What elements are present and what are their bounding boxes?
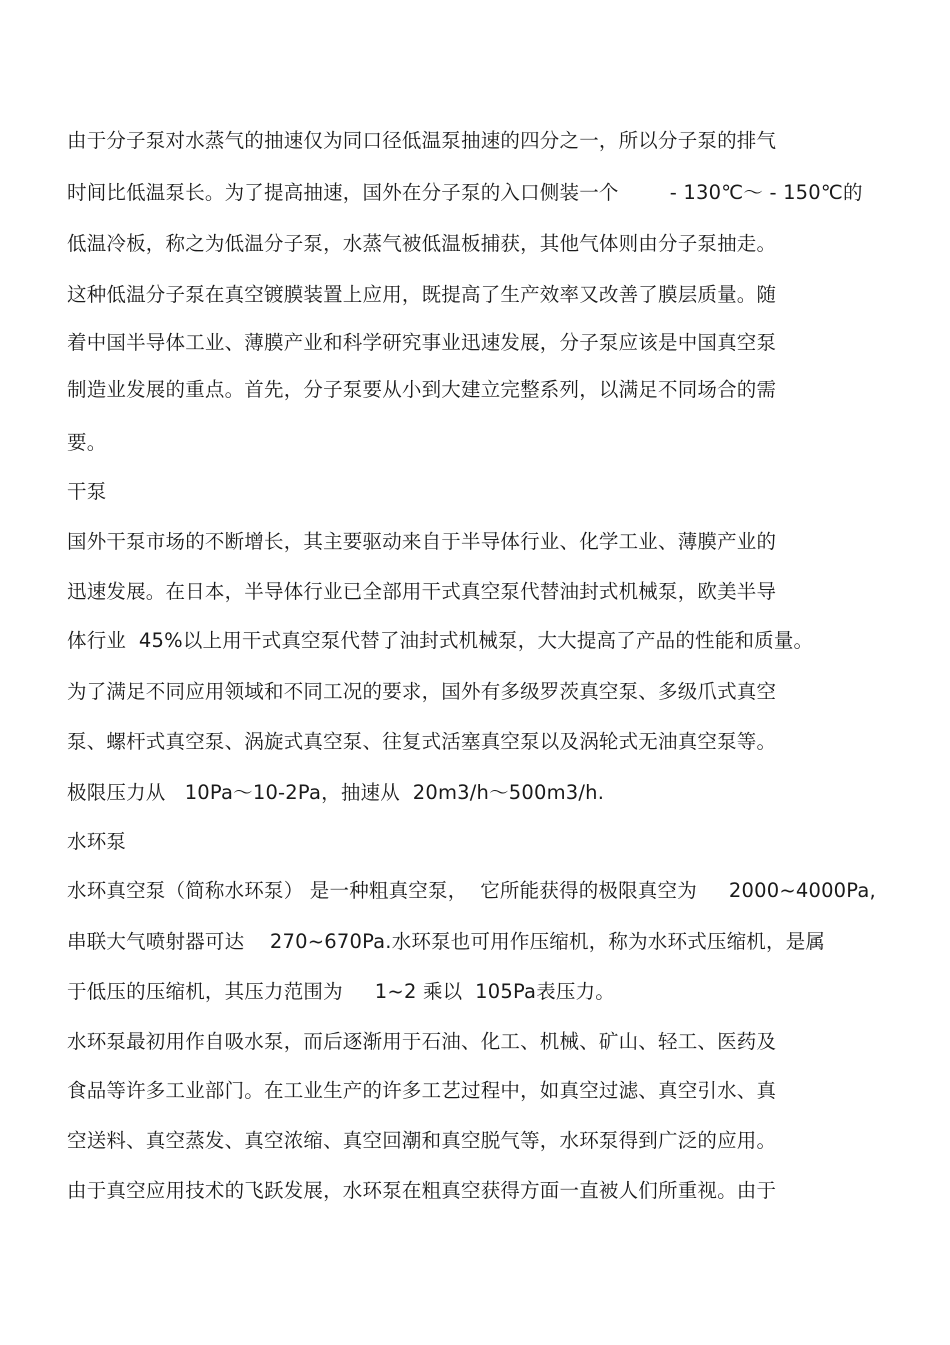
- paragraph-line: 食品等许多工业部门。在工业生产的许多工艺过程中，如真空过滤、真空引水、真: [67, 1079, 777, 1102]
- paragraph-line: 由于真空应用技术的飞跃发展，水环泵在粗真空获得方面一直被人们所重视。由于: [67, 1179, 777, 1202]
- paragraph-line: 迅速发展。在日本，半导体行业已全部用干式真空泵代替油封式机械泵，欧美半导: [67, 580, 777, 603]
- paragraph-line: 空送料、真空蒸发、真空浓缩、真空回潮和真空脱气等，水环泵得到广泛的应用。: [67, 1129, 777, 1152]
- section-heading: 干泵: [67, 480, 107, 503]
- paragraph-line: 着中国半导体工业、薄膜产业和科学研究事业迅速发展，分子泵应该是中国真空泵: [67, 331, 777, 354]
- paragraph-line: 由于分子泵对水蒸气的抽速仅为同口径低温泵抽速的四分之一，所以分子泵的排气: [67, 129, 777, 152]
- paragraph-line: 极限压力从 10Pa～10-2Pa，抽速从 20m3/h～500m3/h.: [67, 781, 605, 804]
- paragraph-line: 水环泵最初用作自吸水泵，而后逐渐用于石油、化工、机械、矿山、轻工、医药及: [67, 1030, 777, 1053]
- paragraph-line: 为了满足不同应用领域和不同工况的要求，国外有多级罗茨真空泵、多级爪式真空: [67, 680, 777, 703]
- paragraph-line: 要。: [67, 431, 107, 454]
- paragraph-line: 国外干泵市场的不断增长，其主要驱动来自于半导体行业、化学工业、薄膜产业的: [67, 530, 777, 553]
- paragraph-line: 低温冷板，称之为低温分子泵，水蒸气被低温板捕获，其他气体则由分子泵抽走。: [67, 232, 777, 255]
- paragraph-line: 制造业发展的重点。首先，分子泵要从小到大建立完整系列，以满足不同场合的需: [67, 378, 777, 401]
- paragraph-line: 这种低温分子泵在真空镀膜装置上应用，既提高了生产效率又改善了膜层质量。随: [67, 283, 777, 306]
- paragraph-line: 体行业 45%以上用干式真空泵代替了油封式机械泵，大大提高了产品的性能和质量。: [67, 629, 814, 652]
- paragraph-line: 水环真空泵（简称水环泵） 是一种粗真空泵， 它所能获得的极限真空为 2000~4000Pa,: [67, 879, 876, 902]
- section-heading: 水环泵: [67, 830, 127, 853]
- paragraph-line: 时间比低温泵长。为了提高抽速，国外在分子泵的入口侧装一个 - 130℃～ - 150℃的: [67, 181, 863, 204]
- paragraph-line: 串联大气喷射器可达 270~670Pa.水环泵也可用作压缩机，称为水环式压缩机，是属: [67, 930, 826, 953]
- paragraph-line: 泵、螺杆式真空泵、涡旋式真空泵、往复式活塞真空泵以及涡轮式无油真空泵等。: [67, 730, 777, 753]
- paragraph-line: 于低压的压缩机，其压力范围为 1~2 乘以 105Pa表压力。: [67, 980, 615, 1003]
